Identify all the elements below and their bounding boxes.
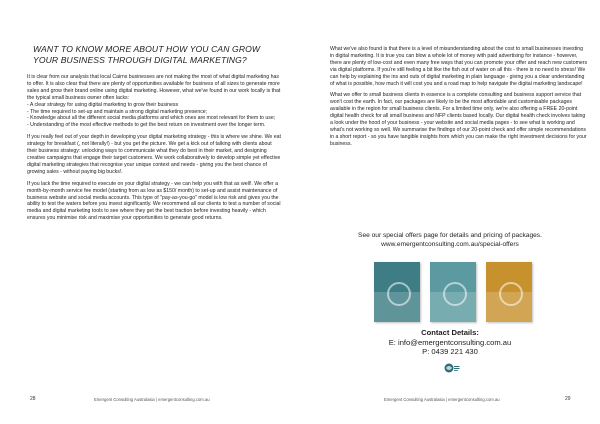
page-footer: Emergent Consulting Australasia | emergentconsulting.com.au: [94, 397, 210, 402]
right-page: [300, 0, 600, 424]
package-cover-image: [374, 262, 420, 322]
special-offers-note: [300, 232, 600, 249]
offers-link[interactable]: www.emergentconsulting.com.au/special-offers: [381, 240, 519, 248]
company-logo-icon: [444, 362, 460, 376]
paragraph: What we offer to small business clients in essence is a complete consulting and business support service that won't cost the earth. In fact, our packages are likely to be the most affordable and customisable packages available in the region for small business clients. For a limited time only, we're also offering a FREE 20-point digital health check for all small business and NFP clients based locally. Our digital health check involves taking a look under the hood of your business - your website and social media pages - to see what is working and what's not working so well. We summarise the findings of our 20-point check and offer simple recommendations in a short report - so you have tangible insights from which you can make the right investment decisions for your business.: [330, 92, 587, 147]
section-heading: WANT TO KNOW MORE ABOUT HOW YOU CAN GROW YOUR BUSINESS THROUGH DIGITAL MARKETING?: [33, 44, 261, 65]
package-cover-image: [430, 262, 476, 322]
offers-text: See our special offers page for details and pricing of packages.: [358, 232, 542, 239]
page-number: 28: [30, 396, 36, 402]
paragraph: If you lack the time required to execute on your digital strategy - we can help you with that as well!. We offer a month-by-month service fee model (starting from as low as $150/ month) to set-up and assist maintenance of business website and social media accounts. This type of "pay-as-you-go" model is low risk and gives you the ability to test the waters before you invest significantly. We recommend all our clients to test a number of social media and digital marketing tools to see where they get the best traction before investing heavily - which ensures you minimise risk and maximise your opportunities to generate good returns.: [27, 180, 281, 222]
contact-email[interactable]: E: info@emergentconsulting.com.au: [388, 337, 512, 347]
contact-phone[interactable]: P: 0439 221 430: [422, 347, 478, 357]
right-body-text: [330, 46, 588, 153]
left-body-text: [27, 74, 283, 227]
contact-details: [300, 328, 600, 357]
paragraph: What we've also found is that there is a level of misunderstanding about the cost to small businesses investing in digital marketing. It is true you can blow a whole lot of money with paid advertising for instance - however, there are plenty of low-cost and even many free ways that you can promote your offer and reach new customers via digital platforms. If you're still feeling a bit like the fish out of water on all this - there is no need to stress! We can help by explaining the ins and outs of digital marketing in plain language - giving you a clear understanding of what is possible, how much it will cost you and a road map to help navigate the digital marketing landscape!: [330, 46, 588, 87]
package-cover-image: [486, 262, 532, 322]
page-number: 29: [565, 396, 571, 402]
contact-title: Contact Details:: [421, 328, 479, 337]
paragraph: It is clear from our analysis that local Cairns businesses are not making the most of what digital marketing has to offer. It is also clear that there are plenty of opportunities available for business of all sizes to generate more sales and grow their brand online using digital marketing. However, what we've found in our work locally is that the typical small business owner often lacks: - A clear strategy for using digital marketing to grow their business - The time required to set-up and maintain a strong digital marketing presence; - Knowledge about all the different social media platforms and which ones are most relevant for them to use; - Understanding of the most effective methods to get the best return on investment over the longer term.: [27, 74, 281, 129]
package-covers: [374, 262, 534, 326]
page-footer: Emergent Consulting Australasia | emergentconsulting.com.au: [384, 397, 500, 402]
paragraph: If you really feel out of your depth in developing your digital marketing strategy - this is where we shine. We eat strategy for breakfast (, not literally!) - but you get the picture. We get a kick out of talking with clients about their business strategy: unlocking ways to communicate what they do best in their market, and designing creative campaigns that engage their target customers. We work collaboratively to develop simple yet effective digital marketing strategies that recognise your unique context and needs - giving you the best chance of growing sales - without paying big bucks!.: [27, 134, 281, 175]
